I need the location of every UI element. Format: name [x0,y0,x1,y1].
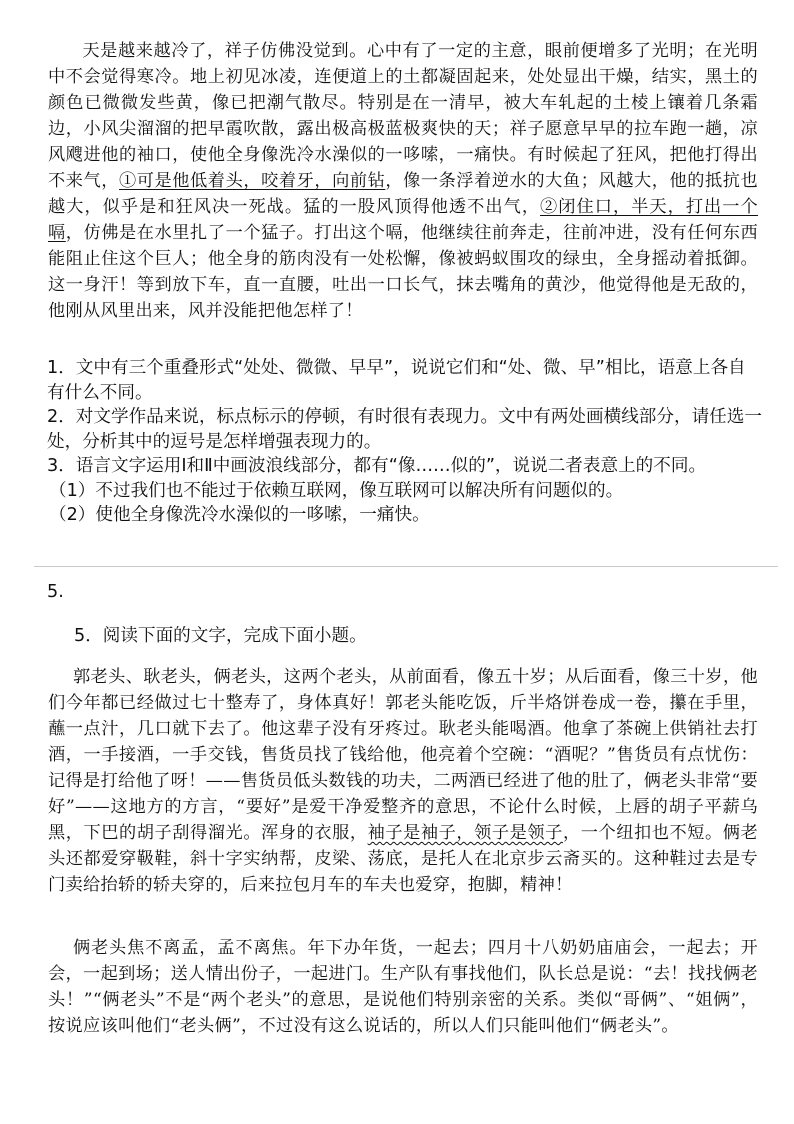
question-1: 1．文中有三个重叠形式“处处、微微、早早”，说说它们和“处、微、早”相比，语意上各自有什么不同。 [47,358,746,403]
question-number: 5. [47,582,64,602]
question-3-item-1: （1）不过我们也不能过于依赖互联网，像互联网可以解决所有问题似的。 [49,480,624,501]
question-3-item-2: （2）使他全身像洗冷水澡似的一哆嗦，一痛快。 [49,505,430,525]
passage-1-text-c: ，仿佛是在水里扎了一个猛子。打出这个嗝，他继续往前奔走，往前冲进，没有任何东西能阻止住这个巨人；他全身的筋肉没有一处松懈，像被蚂蚁围攻的绿虫，全身摇动着抵御。这一身汗！等到放下车，直一直腰，吐出一口长气，抹去嘴角的黄沙，他觉得他是无敌的，他刚从风里出来，风并没能把他怎样了！ [48,223,758,321]
question-3: 3．语言文字运用Ⅰ和Ⅱ中画波浪线部分，都有“像……似的”，说说二者表意上的不同。 [47,456,707,476]
passage-1-paragraph [48,38,758,324]
passage-2-paragraph-1 [48,664,758,898]
passage-2-text-b: ，一个纽扣也不短。俩老头还都爱穿靸鞋，斜十字实纳帮，皮梁、荡底，是托人在北京步云斋买的。这种鞋过去是专门卖给抬轿的轿夫穿的，后来拉包月车的车夫也爱穿，抱脚，精神！ [48,823,758,895]
question-list [47,356,763,528]
wavy-underlined-phrase: 袖子是袖子，领子是领子 [367,823,563,843]
underlined-phrase-1: ①可是他低着头，咬着牙，向前钻 [119,171,386,191]
passage-2-text-a: 郭老头、耿老头，俩老头，这两个老头，从前面看，像五十岁；从后面看，像三十岁，他们今年都已经做过七十整寿了，身体真好！郭老头能吃饭，斤半烙饼卷成一卷，攥在手里，蘸一点汁，几口就下去了。他这辈子没有牙疼过。耿老头能喝酒。他拿了茶碗上供销社去打酒，一手接酒，一手交钱，售货员找了钱给他，他亮着个空碗：“酒呢？”售货员有点忧伤：记得是打给他了呀！——售货员低头数钱的功夫，二两酒已经进了他的肚了，俩老头非常“要好”——这地方的方言，“要好”是爱干净爱整齐的意思，不论什么时候，上唇的胡子平薪乌黑，下巴的胡子刮得溜光。浑身的衣服， [48,667,758,843]
question-2: 2．对文学作品来说，标点标示的停顿，有时很有表现力。文中有两处画横线部分，请任选一处，分析其中的逗号是怎样增强表现力的。 [47,407,762,452]
underlined-phrase-2: ②闭住口，半天，打出一个嗝 [48,197,758,243]
passage-2-paragraph-2: 俩老头焦不离孟，孟不离焦。年下办年货，一起去；四月十八奶奶庙庙会，一起去；开会，一起到场；送人情出份子，一起进门。生产队有事找他们，队长总是说：“去！找找俩老头！”“俩老头”不是“两个老头”的意思，是说他们特别亲密的关系。类似“哥俩”、“姐俩”，按说应该叫他们“老头俩”，不过没有这么说话的，所以人们只能叫他们“俩老头”。 [48,938,758,1036]
section-divider [34,566,778,567]
question-heading: 5．阅读下面的文字，完成下面小题。 [74,626,367,646]
passage-1-text-a: 天是越来越冷了，祥子仿佛没觉到。心中有了一定的主意，眼前便增多了光明；在光明中不会觉得寒冷。地上初见冰凌，连便道上的土都凝固起来，处处显出干燥，结实，黑土的颜色已微微发些黄，像已把潮气散尽。特别是在一清早，被大车轧起的土棱上镶着几条霜边，小风尖溜溜的把早霞吹散，露出极高极蓝极爽快的天；祥子愿意早早的拉车跑一趟，凉风飕进他的袖口，使他全身像洗冷水澡似的一哆嗦，一痛快。有时候起了狂风，把他打得出不来气， [48,41,758,191]
passage-1-text-b: ，像一条浮着逆水的大鱼；风越大，他的抵抗也越大，似乎是和狂风决一死战。猛的一股风顶得他透不出气， [48,171,758,217]
